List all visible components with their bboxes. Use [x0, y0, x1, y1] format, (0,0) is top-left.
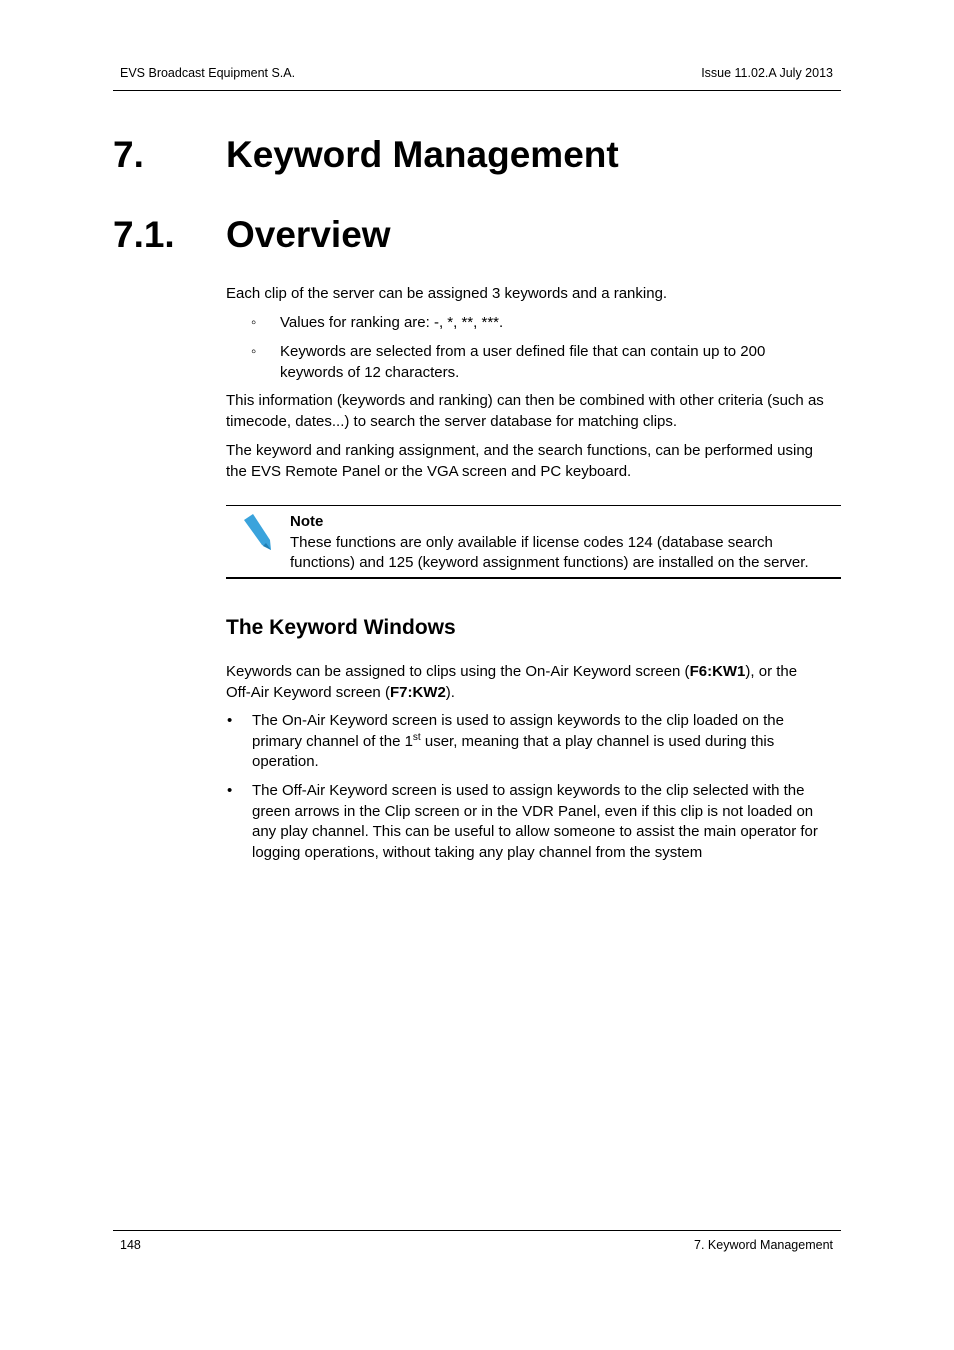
- bullet-marker: •: [227, 782, 233, 799]
- note-content: [290, 512, 809, 574]
- note-bottom-rule: [226, 577, 841, 579]
- paragraph-search-criteria: This information (keywords and ranking) can then be combined with other criteria (such as timecode, dates...) to search the server database for matching clips.: [226, 392, 824, 430]
- footer-chapter: 7. Keyword Management: [694, 1238, 833, 1252]
- bullet-off-air: The Off-Air Keyword screen is used to assign keywords to the clip selected with the green arrows in the Clip screen or in the VDR Panel, even if this clip is not loaded on any play channel. This can be useful to allow someone to assist the main operator for logging operations, without taking any play channel from the system: [252, 782, 818, 861]
- paragraph-keyword-screens: Keywords can be assigned to clips using the On-Air Keyword screen (F6:KW1), or the Off-Air Keyword screen (F7:KW2).: [226, 663, 798, 701]
- paragraph-assignment: The keyword and ranking assignment, and the search functions, can be performed using the EVS Remote Panel or the VGA screen and PC keyboard.: [226, 442, 814, 480]
- note-text: These functions are only available if license codes 124 (database search: [290, 533, 773, 551]
- note-top-rule: [226, 505, 841, 506]
- circle-bullet-text: Values for ranking are: -, *, **, ***.: [280, 314, 504, 331]
- circle-bullet-marker: ◦: [251, 343, 257, 360]
- note-text: functions) and 125 (keyword assignment functions) are installed on the server.: [290, 554, 809, 571]
- subheading: The Keyword Windows: [226, 616, 456, 639]
- section-title: Overview: [226, 214, 391, 255]
- shortcut-f7: F7:KW2: [389, 683, 446, 701]
- footer-rule: [113, 1230, 841, 1231]
- circle-bullet-marker: ◦: [251, 314, 257, 331]
- shortcut-f6: F6:KW1: [689, 663, 746, 680]
- pencil-icon: [241, 512, 275, 552]
- bullet-on-air: The On-Air Keyword screen is used to assign keywords to the clip loaded on the primary channel of the 1st user, meaning that a play channel is used during this operation.: [252, 712, 784, 770]
- bullet-marker: •: [227, 712, 233, 729]
- chapter-title: Keyword Management: [226, 134, 619, 175]
- chapter-number: 7.: [113, 134, 144, 175]
- page-number: 148: [120, 1238, 141, 1252]
- header-right: Issue 11.02.A July 2013: [701, 66, 833, 80]
- circle-bullet-text: Keywords are selected from a user defined file that can contain up to 200 keywords of 12 characters.: [280, 343, 766, 381]
- intro-paragraph: Each clip of the server can be assigned 3 keywords and a ranking.: [226, 285, 668, 302]
- section-number: 7.1.: [113, 214, 175, 255]
- note-title: Note: [290, 513, 324, 530]
- header-left: EVS Broadcast Equipment S.A.: [120, 66, 296, 80]
- header-rule: [113, 90, 841, 91]
